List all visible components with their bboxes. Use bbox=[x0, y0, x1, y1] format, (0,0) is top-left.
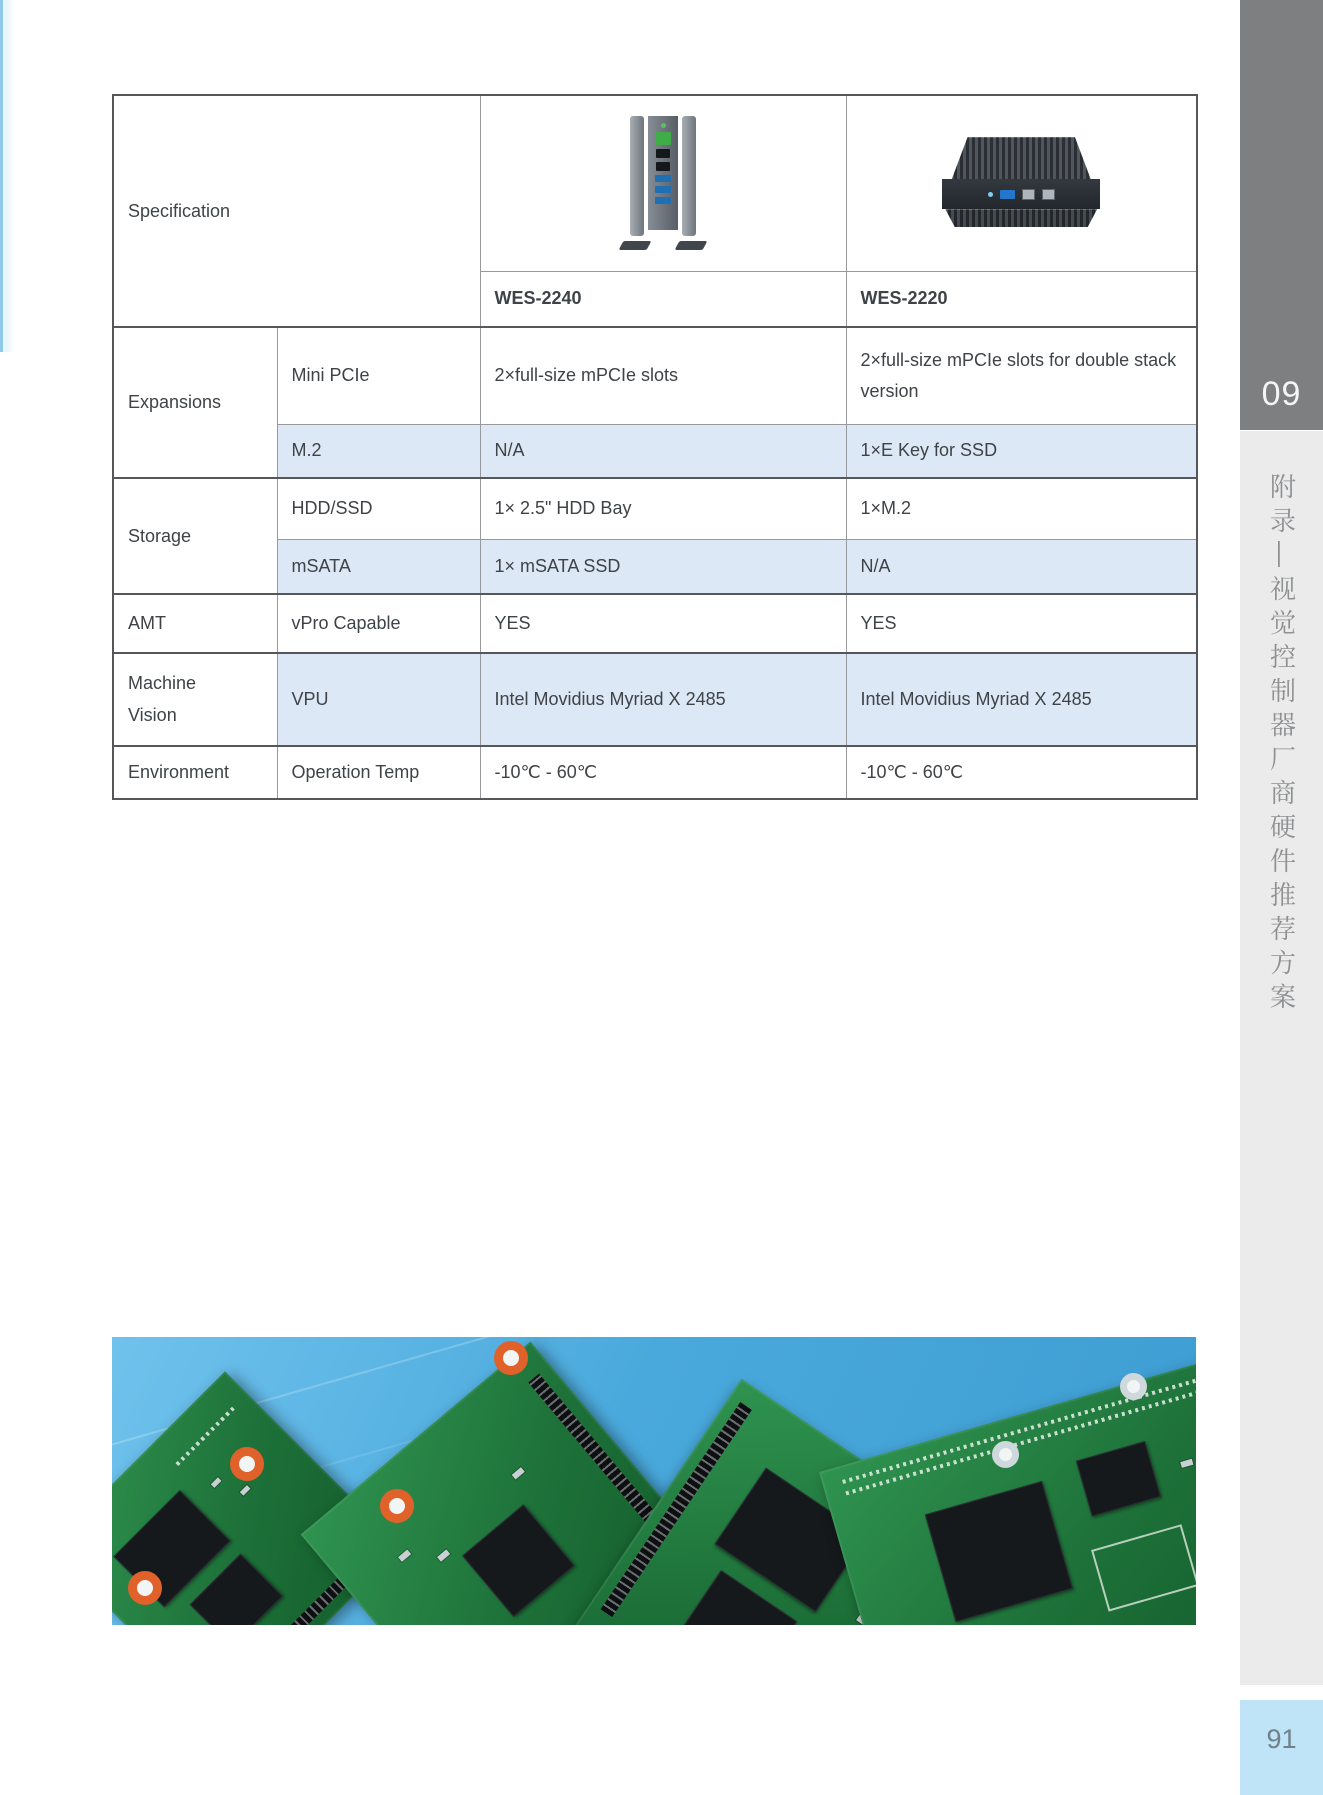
table-row bbox=[113, 327, 1197, 424]
product-name-wes-2220: WES-2220 bbox=[846, 271, 1197, 327]
page-number: 91 bbox=[1266, 1724, 1297, 1754]
row-label: M.2 bbox=[277, 424, 480, 478]
page-number-box bbox=[1240, 1700, 1323, 1795]
mounting-grommet bbox=[380, 1489, 414, 1523]
tower-front-panel bbox=[648, 116, 678, 230]
heatsink-fins-bottom bbox=[942, 209, 1100, 227]
display-port bbox=[656, 162, 670, 171]
cell-value: -10℃ - 60℃ bbox=[480, 746, 846, 799]
heatsink-fins-top bbox=[942, 137, 1100, 179]
chapter-number-tab bbox=[1240, 0, 1323, 430]
power-led bbox=[988, 192, 993, 197]
table-row bbox=[113, 746, 1197, 799]
table-row bbox=[113, 653, 1197, 746]
row-label: mSATA bbox=[277, 539, 480, 594]
mounting-hole bbox=[992, 1441, 1019, 1468]
cell-value: 1× mSATA SSD bbox=[480, 539, 846, 594]
tower-fin-left bbox=[630, 116, 644, 236]
table-row bbox=[113, 478, 1197, 539]
product-name-wes-2240: WES-2240 bbox=[480, 271, 846, 327]
sidebar-strip bbox=[1240, 431, 1323, 1685]
category-storage: Storage bbox=[113, 478, 277, 594]
cell-value: 1× 2.5" HDD Bay bbox=[480, 478, 846, 539]
cell-value: 1×E Key for SSD bbox=[846, 424, 1197, 478]
cell-value: -10℃ - 60℃ bbox=[846, 746, 1197, 799]
mounting-hole bbox=[1120, 1373, 1147, 1400]
product-image-cell-wes-2220 bbox=[846, 95, 1197, 271]
category-amt: AMT bbox=[113, 594, 277, 653]
cell-value: 2×full-size mPCIe slots bbox=[480, 327, 846, 424]
row-label: Operation Temp bbox=[277, 746, 480, 799]
category-expansions: Expansions bbox=[113, 327, 277, 478]
circuit-boards-photo bbox=[112, 1337, 1196, 1625]
power-led bbox=[661, 123, 666, 128]
chapter-number: 09 bbox=[1261, 375, 1302, 413]
table-row bbox=[113, 594, 1197, 653]
cell-value: N/A bbox=[846, 539, 1197, 594]
row-label: HDD/SSD bbox=[277, 478, 480, 539]
usb-port bbox=[655, 197, 671, 204]
left-accent-bar bbox=[0, 0, 13, 352]
row-label: Mini PCIe bbox=[277, 327, 480, 424]
ethernet-port bbox=[1042, 189, 1055, 200]
spec-heading: Specification bbox=[128, 200, 231, 221]
usb-port bbox=[1000, 190, 1015, 199]
category-environment: Environment bbox=[113, 746, 277, 799]
front-io-panel bbox=[942, 179, 1100, 209]
ethernet-port bbox=[1022, 189, 1035, 200]
tower-fin-right bbox=[682, 116, 696, 236]
mounting-grommet bbox=[128, 1571, 162, 1605]
product-image-cell-wes-2240 bbox=[480, 95, 846, 271]
row-label: VPU bbox=[277, 653, 480, 746]
cell-value: YES bbox=[846, 594, 1197, 653]
mounting-grommet bbox=[494, 1341, 528, 1375]
cell-value: N/A bbox=[480, 424, 846, 478]
wes-2240-product-photo bbox=[615, 116, 711, 250]
usb-port bbox=[655, 175, 671, 182]
cell-value: Intel Movidius Myriad X 2485 bbox=[480, 653, 846, 746]
table-row bbox=[113, 95, 1197, 271]
row-label: vPro Capable bbox=[277, 594, 480, 653]
cell-value: 2×full-size mPCIe slots for double stack version bbox=[846, 327, 1197, 424]
usb-port bbox=[655, 186, 671, 193]
cell-value: YES bbox=[480, 594, 846, 653]
cell-value: Intel Movidius Myriad X 2485 bbox=[846, 653, 1197, 746]
terminal-block bbox=[655, 132, 671, 145]
spec-header-cell bbox=[113, 95, 480, 327]
category-machine-vision: Machine Vision bbox=[113, 653, 277, 746]
wes-2220-product-photo bbox=[942, 137, 1100, 229]
display-port bbox=[656, 149, 670, 158]
cell-value: 1×M.2 bbox=[846, 478, 1197, 539]
tower-feet bbox=[621, 241, 705, 250]
spec-table bbox=[112, 94, 1198, 800]
mounting-grommet bbox=[230, 1447, 264, 1481]
sidebar-vertical-title: 附录—视觉控制器厂商硬件推荐方案 bbox=[1266, 473, 1297, 1017]
